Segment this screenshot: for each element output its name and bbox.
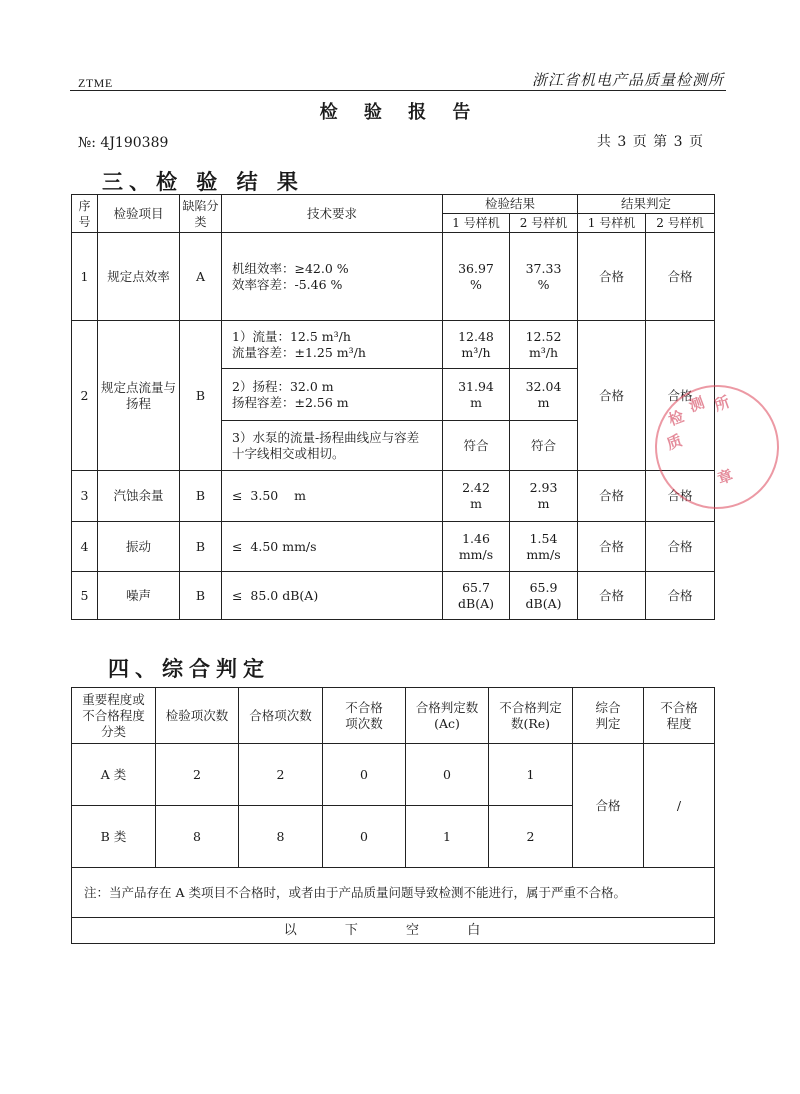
table-row xyxy=(72,572,715,620)
header-seq: 序号 xyxy=(72,195,98,233)
header-passed-count: 合格项次数 xyxy=(239,688,323,744)
header-requirement: 技术要求 xyxy=(222,195,443,233)
row-item: 规定点效率 xyxy=(98,233,180,321)
header-results: 检验结果 xyxy=(443,195,578,214)
row-sample2-judgement: 合格 xyxy=(646,321,715,471)
row-ac: 1 xyxy=(406,806,489,868)
row-sample1-judgement: 合格 xyxy=(578,321,646,471)
institute-name: 浙江省机电产品质量检测所 xyxy=(531,71,724,89)
blank-below-marker: 以 下 空 白 xyxy=(72,918,715,944)
header-tested-count: 检验项次数 xyxy=(156,688,239,744)
results-table xyxy=(71,194,715,620)
row-sample2-judgement: 合格 xyxy=(646,471,715,522)
table-row xyxy=(72,522,715,572)
row-sample2-result: 符合 xyxy=(510,421,578,471)
row-passed: 2 xyxy=(239,744,323,806)
row-item: 噪声 xyxy=(98,572,180,620)
row-tested: 8 xyxy=(156,806,239,868)
section-title-results: 三、检 验 结 果 xyxy=(102,169,304,194)
row-passed: 8 xyxy=(239,806,323,868)
header-item: 检验项目 xyxy=(98,195,180,233)
row-sample2-result: 2.93 m xyxy=(510,471,578,522)
header-judge-sample2: 2 号样机 xyxy=(646,214,715,233)
row-sample2-result: 32.04 m xyxy=(510,369,578,421)
header-sample2: 2 号样机 xyxy=(510,214,578,233)
row-seq: 4 xyxy=(72,522,98,572)
row-defect: A xyxy=(180,233,222,321)
header-re: 不合格判定 数(Re) xyxy=(489,688,573,744)
judgement-note: 注：当产品存在 A 类项目不合格时，或者由于产品质量问题导致检测不能进行，属于严重不合格。 xyxy=(72,868,715,918)
row-sample1-result: 符合 xyxy=(443,421,510,471)
stamp-char: 所 xyxy=(711,392,733,415)
row-tested: 2 xyxy=(156,744,239,806)
row-seq: 3 xyxy=(72,471,98,522)
row-sample2-judgement: 合格 xyxy=(646,522,715,572)
row-item: 振动 xyxy=(98,522,180,572)
row-item: 规定点流量与扬程 xyxy=(98,321,180,471)
header-failed-count: 不合格 项次数 xyxy=(323,688,406,744)
row-sample1-judgement: 合格 xyxy=(578,572,646,620)
row-defect: B xyxy=(180,471,222,522)
row-sample1-result: 65.7 dB(A) xyxy=(443,572,510,620)
row-failed: 0 xyxy=(323,806,406,868)
row-sample1-judgement: 合格 xyxy=(578,233,646,321)
row-sample1-judgement: 合格 xyxy=(578,471,646,522)
table-row xyxy=(72,471,715,522)
row-requirement: 机组效率：≥42.0 % 效率容差：-5.46 % xyxy=(222,233,443,321)
report-code: ZTME xyxy=(78,76,113,90)
stamp-char: 质 xyxy=(664,431,685,454)
row-defect: B xyxy=(180,321,222,471)
row-class: B 类 xyxy=(72,806,156,868)
row-requirement: 2）扬程：32.0 m 扬程容差：±2.56 m xyxy=(222,369,443,421)
header-sample1: 1 号样机 xyxy=(443,214,510,233)
row-sample1-judgement: 合格 xyxy=(578,522,646,572)
severity-value: / xyxy=(644,744,715,868)
row-sample1-result: 1.46 mm/s xyxy=(443,522,510,572)
section-title-overall: 四、综合判定 xyxy=(108,656,270,681)
row-seq: 2 xyxy=(72,321,98,471)
stamp-char: 章 xyxy=(715,465,736,489)
table-row xyxy=(72,321,715,369)
row-failed: 0 xyxy=(323,744,406,806)
stamp-char: 测 xyxy=(686,393,707,416)
header-judge-sample1: 1 号样机 xyxy=(578,214,646,233)
row-sample2-judgement: 合格 xyxy=(646,572,715,620)
row-sample1-result: 31.94 m xyxy=(443,369,510,421)
overall-judgement-table xyxy=(71,687,715,944)
row-sample1-result: 36.97 % xyxy=(443,233,510,321)
row-requirement: ≤ 3.50 m xyxy=(222,471,443,522)
row-sample2-result: 37.33 % xyxy=(510,233,578,321)
header-judgement: 结果判定 xyxy=(578,195,715,214)
header-overall: 综合 判定 xyxy=(573,688,644,744)
row-defect: B xyxy=(180,572,222,620)
row-sample1-result: 12.48 m³/h xyxy=(443,321,510,369)
header-divider xyxy=(70,90,726,91)
table-row xyxy=(72,744,715,806)
stamp-char: 检 xyxy=(666,407,687,430)
header-defect: 缺陷分类 xyxy=(180,195,222,233)
table-row xyxy=(72,233,715,321)
row-requirement: ≤ 85.0 dB(A) xyxy=(222,572,443,620)
row-sample2-result: 65.9 dB(A) xyxy=(510,572,578,620)
row-item: 汽蚀余量 xyxy=(98,471,180,522)
row-re: 2 xyxy=(489,806,573,868)
page-info: 共 3 页 第 3 页 xyxy=(596,134,704,150)
row-sample2-result: 12.52 m³/h xyxy=(510,321,578,369)
row-sample2-judgement: 合格 xyxy=(646,233,715,321)
header-severity: 不合格 程度 xyxy=(644,688,715,744)
row-requirement: 3）水泵的流量-扬程曲线应与容差 十字线相交或相切。 xyxy=(222,421,443,471)
overall-result: 合格 xyxy=(573,744,644,868)
row-class: A 类 xyxy=(72,744,156,806)
row-re: 1 xyxy=(489,744,573,806)
row-requirement: ≤ 4.50 mm/s xyxy=(222,522,443,572)
row-sample1-result: 2.42 m xyxy=(443,471,510,522)
report-number: №: 4J190389 xyxy=(78,135,169,151)
header-ac: 合格判定数 (Ac) xyxy=(406,688,489,744)
row-defect: B xyxy=(180,522,222,572)
row-ac: 0 xyxy=(406,744,489,806)
row-sample2-result: 1.54 mm/s xyxy=(510,522,578,572)
document-title: 检 验 报 告 xyxy=(319,102,481,123)
header-classification: 重要程度或 不合格程度 分类 xyxy=(72,688,156,744)
row-requirement: 1）流量：12.5 m³/h 流量容差：±1.25 m³/h xyxy=(222,321,443,369)
row-seq: 1 xyxy=(72,233,98,321)
row-seq: 5 xyxy=(72,572,98,620)
